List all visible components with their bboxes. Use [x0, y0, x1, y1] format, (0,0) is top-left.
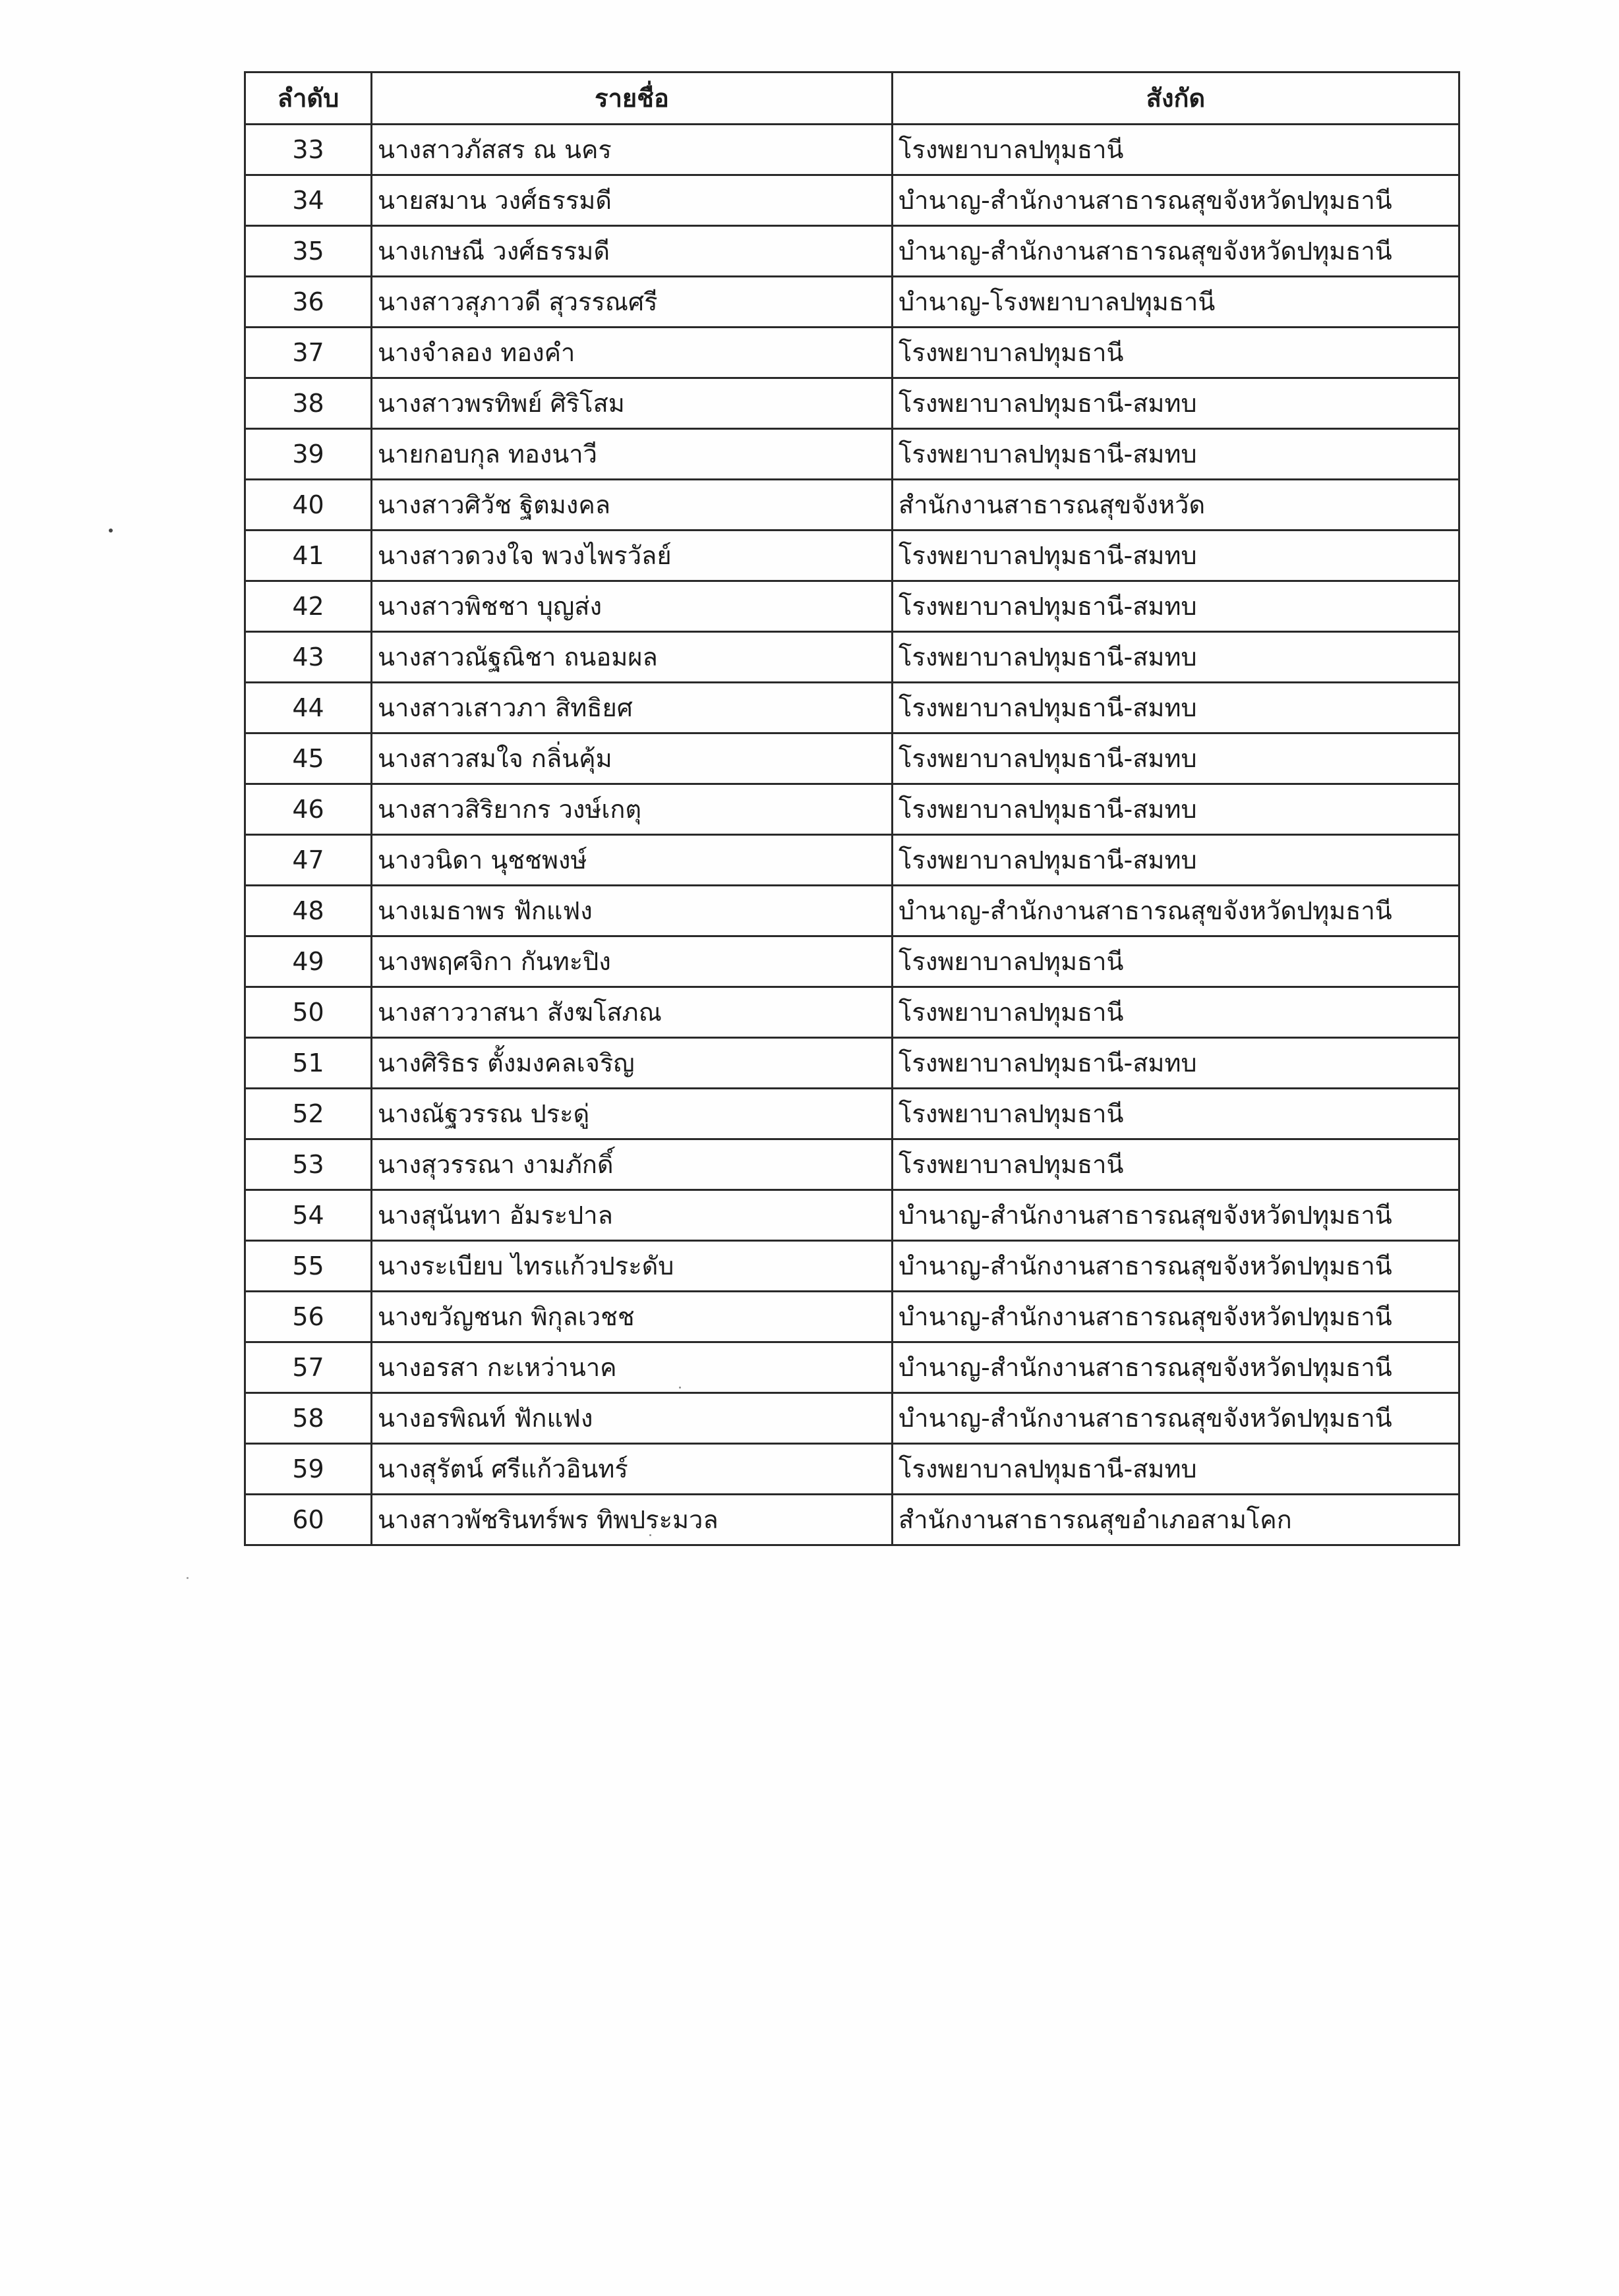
row-number: 46: [245, 784, 372, 835]
row-affiliation: โรงพยาบาลปทุมธานี: [893, 936, 1459, 987]
table-row: [245, 125, 1459, 175]
table-row: [245, 175, 1459, 226]
row-number: 40: [245, 480, 372, 531]
row-name: นางสาวพัชรินทร์พร ทิพประมวล: [372, 1495, 893, 1545]
table-row: [245, 429, 1459, 480]
row-number: 47: [245, 835, 372, 886]
row-name: นางอรพิณท์ ฟักแฟง: [372, 1393, 893, 1444]
table-row: [245, 1342, 1459, 1393]
table-row: [245, 277, 1459, 328]
row-affiliation: บำนาญ-สำนักงานสาธารณสุขจังหวัดปทุมธานี: [893, 1292, 1459, 1342]
row-name: นางขวัญชนก พิกุลเวชช: [372, 1292, 893, 1342]
row-affiliation: โรงพยาบาลปทุมธานี-สมทบ: [893, 531, 1459, 581]
row-number: 56: [245, 1292, 372, 1342]
row-number: 54: [245, 1190, 372, 1241]
row-affiliation: บำนาญ-สำนักงานสาธารณสุขจังหวัดปทุมธานี: [893, 886, 1459, 936]
table-row: [245, 328, 1459, 378]
table-row: [245, 1495, 1459, 1545]
row-affiliation: บำนาญ-สำนักงานสาธารณสุขจังหวัดปทุมธานี: [893, 226, 1459, 277]
table-row: [245, 886, 1459, 936]
row-affiliation: โรงพยาบาลปทุมธานี-สมทบ: [893, 784, 1459, 835]
table-header-row: [245, 72, 1459, 125]
row-number: 60: [245, 1495, 372, 1545]
row-name: นางสาวสิริยากร วงษ์เกตุ: [372, 784, 893, 835]
row-affiliation: บำนาญ-สำนักงานสาธารณสุขจังหวัดปทุมธานี: [893, 1342, 1459, 1393]
row-affiliation: บำนาญ-สำนักงานสาธารณสุขจังหวัดปทุมธานี: [893, 1393, 1459, 1444]
scan-speck: [187, 1577, 189, 1579]
row-name: นางศิริธร ตั้งมงคลเจริญ: [372, 1038, 893, 1089]
table-row: [245, 1292, 1459, 1342]
table-row: [245, 835, 1459, 886]
table-row: [245, 784, 1459, 835]
table-row: [245, 531, 1459, 581]
row-number: 50: [245, 987, 372, 1038]
row-number: 38: [245, 378, 372, 429]
scan-speck: [109, 529, 113, 532]
row-number: 35: [245, 226, 372, 277]
table-row: [245, 1139, 1459, 1190]
row-name: นางสาวศิวัช ฐิตมงคล: [372, 480, 893, 531]
row-name: นางณัฐวรรณ ประดู่: [372, 1089, 893, 1139]
row-number: 34: [245, 175, 372, 226]
row-name: นางสาวณัฐณิชา ถนอมผล: [372, 632, 893, 683]
row-affiliation: โรงพยาบาลปทุมธานี-สมทบ: [893, 835, 1459, 886]
header-sequence: ลำดับ: [245, 72, 372, 125]
row-number: 52: [245, 1089, 372, 1139]
table-row: [245, 581, 1459, 632]
row-affiliation: โรงพยาบาลปทุมธานี-สมทบ: [893, 632, 1459, 683]
table-row: [245, 1444, 1459, 1495]
row-name: นางสุรัตน์ ศรีแก้วอินทร์: [372, 1444, 893, 1495]
row-affiliation: โรงพยาบาลปทุมธานี: [893, 1139, 1459, 1190]
table-row: [245, 378, 1459, 429]
table-row: [245, 936, 1459, 987]
row-name: นางสาวสมใจ กลิ่นคุ้ม: [372, 733, 893, 784]
row-affiliation: โรงพยาบาลปทุมธานี-สมทบ: [893, 1444, 1459, 1495]
row-number: 57: [245, 1342, 372, 1393]
table-row: [245, 1038, 1459, 1089]
row-name: นางสาวพิชชา บุญส่ง: [372, 581, 893, 632]
table-row: [245, 1393, 1459, 1444]
row-number: 48: [245, 886, 372, 936]
row-number: 39: [245, 429, 372, 480]
row-number: 37: [245, 328, 372, 378]
table-row: [245, 632, 1459, 683]
row-name: นางจำลอง ทองคำ: [372, 328, 893, 378]
row-affiliation: โรงพยาบาลปทุมธานี: [893, 328, 1459, 378]
row-affiliation: สำนักงานสาธารณสุขจังหวัด: [893, 480, 1459, 531]
table-row: [245, 1190, 1459, 1241]
row-name: นางสุวรรณา งามภักดิ์: [372, 1139, 893, 1190]
table-row: [245, 987, 1459, 1038]
table-row: [245, 1089, 1459, 1139]
row-name: นางเกษณี วงศ์ธรรมดี: [372, 226, 893, 277]
row-name: นางระเบียบ ไทรแก้วประดับ: [372, 1241, 893, 1292]
row-affiliation: โรงพยาบาลปทุมธานี-สมทบ: [893, 1038, 1459, 1089]
row-affiliation: โรงพยาบาลปทุมธานี-สมทบ: [893, 683, 1459, 733]
row-name: นางสาวภัสสร ณ นคร: [372, 125, 893, 175]
row-number: 59: [245, 1444, 372, 1495]
table-row: [245, 480, 1459, 531]
row-affiliation: โรงพยาบาลปทุมธานี: [893, 125, 1459, 175]
row-affiliation: บำนาญ-สำนักงานสาธารณสุขจังหวัดปทุมธานี: [893, 1241, 1459, 1292]
row-number: 49: [245, 936, 372, 987]
row-name: นางสาวดวงใจ พวงไพรวัลย์: [372, 531, 893, 581]
row-number: 44: [245, 683, 372, 733]
row-number: 53: [245, 1139, 372, 1190]
row-name: นายสมาน วงศ์ธรรมดี: [372, 175, 893, 226]
row-affiliation: โรงพยาบาลปทุมธานี: [893, 1089, 1459, 1139]
member-roster-table: [244, 71, 1460, 1546]
table-row: [245, 1241, 1459, 1292]
row-name: นางพฤศจิกา กันทะปิง: [372, 936, 893, 987]
header-name: รายชื่อ: [372, 72, 893, 125]
row-affiliation: สำนักงานสาธารณสุขอำเภอสามโคก: [893, 1495, 1459, 1545]
row-name: นางสาวเสาวภา สิทธิยศ: [372, 683, 893, 733]
row-name: นางสาวพรทิพย์ ศิริโสม: [372, 378, 893, 429]
row-name: นางวนิดา นุชชพงษ์: [372, 835, 893, 886]
row-affiliation: โรงพยาบาลปทุมธานี-สมทบ: [893, 429, 1459, 480]
row-affiliation: บำนาญ-โรงพยาบาลปทุมธานี: [893, 277, 1459, 328]
row-number: 55: [245, 1241, 372, 1292]
row-number: 36: [245, 277, 372, 328]
row-number: 43: [245, 632, 372, 683]
row-name: นางเมธาพร ฟักแฟง: [372, 886, 893, 936]
row-name: นายกอบกุล ทองนาวี: [372, 429, 893, 480]
row-affiliation: โรงพยาบาลปทุมธานี: [893, 987, 1459, 1038]
row-number: 42: [245, 581, 372, 632]
row-affiliation: บำนาญ-สำนักงานสาธารณสุขจังหวัดปทุมธานี: [893, 1190, 1459, 1241]
row-affiliation: บำนาญ-สำนักงานสาธารณสุขจังหวัดปทุมธานี: [893, 175, 1459, 226]
header-affiliation: สังกัด: [893, 72, 1459, 125]
row-number: 45: [245, 733, 372, 784]
row-affiliation: โรงพยาบาลปทุมธานี-สมทบ: [893, 378, 1459, 429]
row-name: นางอรสา กะเหว่านาค: [372, 1342, 893, 1393]
row-name: นางสุนันทา อัมระปาล: [372, 1190, 893, 1241]
row-name: นางสาววาสนา สังฆโสภณ: [372, 987, 893, 1038]
row-number: 33: [245, 125, 372, 175]
table-row: [245, 733, 1459, 784]
row-name: นางสาวสุภาวดี สุวรรณศรี: [372, 277, 893, 328]
row-affiliation: โรงพยาบาลปทุมธานี-สมทบ: [893, 581, 1459, 632]
row-affiliation: โรงพยาบาลปทุมธานี-สมทบ: [893, 733, 1459, 784]
row-number: 51: [245, 1038, 372, 1089]
table-row: [245, 683, 1459, 733]
table-row: [245, 226, 1459, 277]
row-number: 41: [245, 531, 372, 581]
row-number: 58: [245, 1393, 372, 1444]
